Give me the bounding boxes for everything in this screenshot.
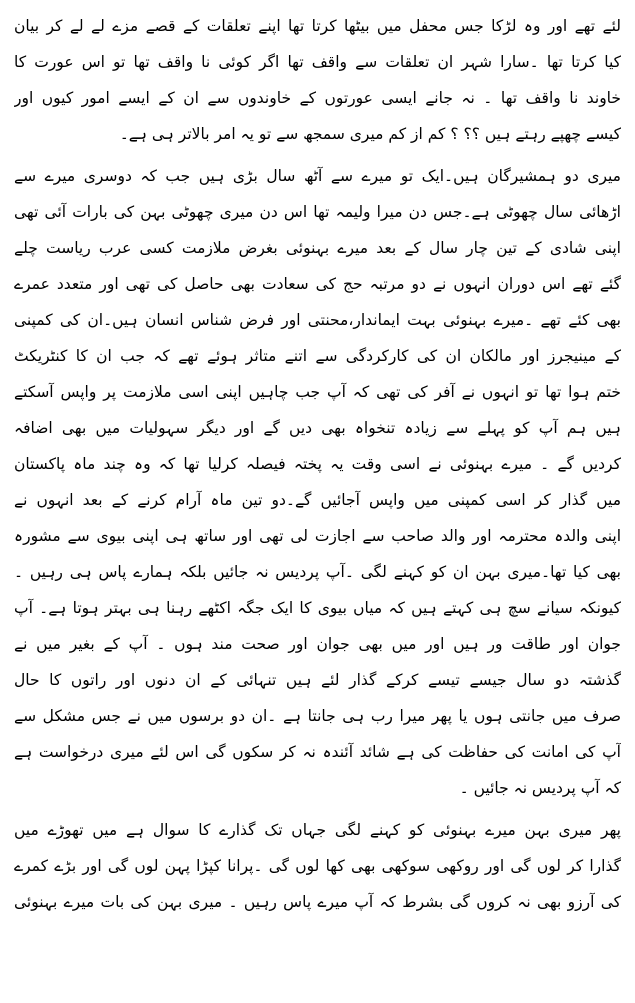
text-line: ختم ہوا تھا تو انہوں نے آفر کی تھی کہ آپ جب چاہیں اپنی اسی ملازمت پر واپس آسکتے <box>14 383 621 401</box>
text-line: کیسے چھپے رہتے ہیں ؟؟ ؟ کم از کم میری سمجھ سے تو یہ امر بالاتر ہی ہے۔ <box>119 125 621 143</box>
text-line: جوان اور طاقت ور ہیں اور میں بھی جوان اور صحت مند ہوں ۔ آپ کے بغیر میں نے <box>14 635 621 653</box>
text-line: اپنی والدہ محترمہ اور والد صاحب سے اجازت لی تھی اور ساتھ ہی اپنی بیوی سے مشورہ <box>14 527 621 545</box>
text-line: خاوند نا واقف تھا ۔ نہ جانے ایسی عورتوں کے خاوندوں سے ان کے ایسے امور کیوں اور <box>14 89 621 107</box>
text-line: اپنی شادی کے تین چار سال کے بعد میرے بہنوئی بغرض ملازمت کسی عرب ریاست چلے <box>14 239 621 257</box>
text-line: گذشتہ دو سال جیسے تیسے کرکے گذار لئے ہیں تنہائی کے ان دنوں اور راتوں کا حال <box>14 671 621 689</box>
paragraph-2 <box>14 158 621 806</box>
text-line: کیونکہ سیانے سچ ہی کہتے ہیں کہ میاں بیوی کا ایک جگہ اکٹھے رہنا ہی بہتر ہوتا ہے۔ آپ <box>14 599 621 617</box>
text-line: کی آرزو بھی نہ کروں گی بشرط کہ آپ میرے پاس رہیں ۔ میری بہن کی بات میرے بہنوئی <box>14 893 621 911</box>
text-line: آپ کی امانت کی حفاظت کی ہے شائد آئندہ نہ کر سکوں گی اس لئے میری درخواست ہے <box>14 743 621 761</box>
text-line: صرف میں جانتی ہوں یا پھر میرا رب ہی جانتا ہے ۔ان دو برسوں میں نے جس مشکل سے <box>14 707 621 725</box>
paragraph-3 <box>14 812 621 920</box>
text-line: کے مینیجرز اور مالکان ان کی کارکردگی سے اتنے متاثر ہوئے تھے کہ جب ان کا کنٹریکٹ <box>14 347 621 365</box>
text-line: کہ آپ پردیس نہ جائیں ۔ <box>459 779 621 797</box>
text-line: بھی کیا تھا۔میری بہن ان کو کہنے لگی ۔آپ پردیس نہ جائیں بلکہ ہمارے پاس ہی رہیں ۔ <box>14 563 621 581</box>
text-line: گذارا کر لوں گی اور روکھی سوکھی بھی کھا لوں گی ۔پرانا کپڑا پہن لوں گی اور بڑے کمرے <box>14 857 621 875</box>
text-line: بھی کئے تھے ۔میرے بہنوئی بہت ایماندار،محنتی اور فرض شناس انسان ہیں۔ان کی کمپنی <box>14 311 621 329</box>
text-line: میں گذار کر اسی کمپنی میں واپس آجائیں گے۔دو تین ماہ آرام کرنے کے بعد انہوں نے <box>14 491 621 509</box>
text-line: اڑھائی سال چھوٹی ہے۔جس دن میرا ولیمہ تھا اس دن میری چھوٹی بہن کی بارات آئی تھی <box>14 203 621 221</box>
text-line: ہیں ہم آپ کو پہلے سے زیادہ تنخواہ بھی دیں گے اور دیگر سہولیات میں بھی اضافہ <box>14 419 621 437</box>
text-line: کیا کرتا تھا ۔سارا شہر ان تعلقات سے واقف تھا اگر کوئی نا واقف تھا تو اس عورت کا <box>14 53 621 71</box>
text-line: گئے تھے اس دوران انہوں نے دو مرتبہ حج کی سعادت بھی حاصل کی تھی اور متعدد عمرے <box>14 275 621 293</box>
text-line: پھر میری بہن میرے بہنوئی کو کہنے لگی جہاں تک گذارے کا سوال ہے میں تھوڑے میں <box>14 821 621 839</box>
text-line: میری دو ہمشیرگان ہیں۔ایک تو میرے سے آٹھ سال بڑی ہیں جب کہ دوسری میرے سے <box>14 167 621 185</box>
text-line: کردیں گے ۔ میرے بہنوئی نے اسی وقت یہ پختہ فیصلہ کرلیا تھا کہ وہ چند ماہ پاکستان <box>14 455 621 473</box>
paragraph-1 <box>14 8 621 152</box>
text-line: لئے تھے اور وہ لڑکا جس محفل میں بیٹھا کرتا تھا اپنے تعلقات کے قصے مزے لے لے کر بیان <box>14 17 621 35</box>
